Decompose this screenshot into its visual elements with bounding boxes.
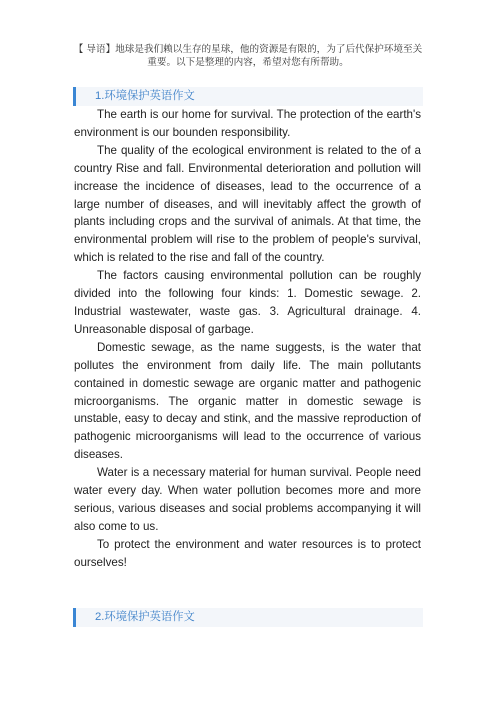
paragraph: Domestic sewage, as the name suggests, is the water that pollutes the environment from daily life. The main pollutants contained in domestic sewage are organic matter and pathogenic microorganisms. The organic matter in domestic sewage is unstable, easy to decay and stink, and the massive reproduction of pathogenic microorganisms will lead to the occurrence of various diseases. <box>74 340 421 462</box>
paragraph: To protect the environment and water resources is to protect ourselves! <box>74 537 421 569</box>
section-heading-1 <box>73 87 423 106</box>
intro-text: 【 导语】地球是我们赖以生存的星球，他的资源是有限的，为了后代保护环境至关重要。以下是整理的内容，希望对您有所帮助。 <box>73 44 423 68</box>
paragraph: The quality of the ecological environment is related to the of a country Rise and fall. Environmental deterioration and pollution will increase the incidence of diseases, lead to the occurrence of a large number of diseases, and will inevitably affect the growth of plants including crops and the survival of animals. At that time, the environmental problem will rise to the problem of people's survival, which is related to the rise and fall of the country. <box>74 143 421 265</box>
paragraph: The factors causing environmental pollution can be roughly divided into the following four kinds: 1. Domestic sewage. 2. Industrial wastewater, waste gas. 3. Agricultural drainage. 4. Unreasonable disposal of garbage. <box>74 269 421 336</box>
section-heading-2 <box>73 608 423 627</box>
essay-body <box>74 106 421 572</box>
heading-accent-bar <box>73 608 76 627</box>
section-heading-2-text: 2.环境保护英语作文 <box>95 611 195 623</box>
paragraph: The earth is our home for survival. The protection of the earth's environment is our bounden responsibility. <box>74 108 421 139</box>
section-heading-1-text: 1.环境保护英语作文 <box>95 90 195 102</box>
paragraph: Water is a necessary material for human survival. People need water every day. When water pollution becomes more and more serious, various diseases and social problems accompanying it will also come to us. <box>74 466 421 533</box>
heading-accent-bar <box>73 87 76 106</box>
